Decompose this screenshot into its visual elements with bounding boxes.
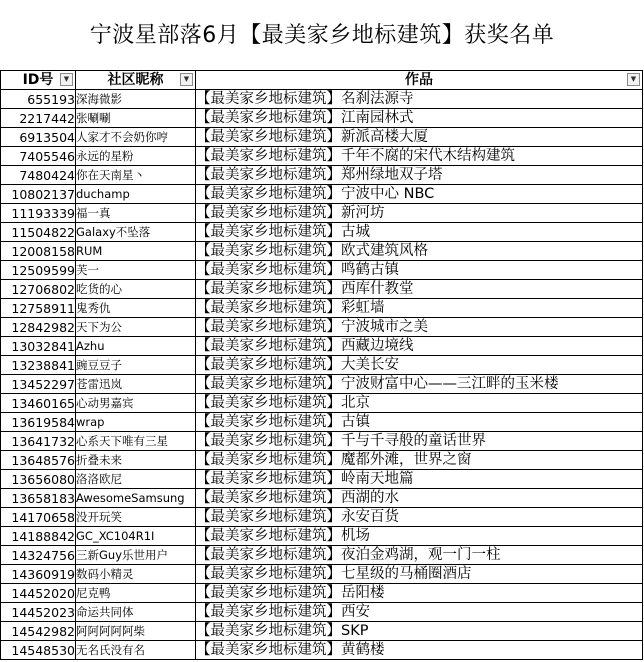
nickname-cell: 福一真 (76, 204, 196, 223)
nickname-cell: Galaxy不坠落 (76, 223, 196, 242)
column-header-name (76, 71, 196, 90)
winners-table (0, 70, 643, 660)
nickname-cell: 人家才不会奶你哼 (76, 128, 196, 147)
table-row (1, 299, 643, 318)
nickname-cell: 阿阿阿阿阿柴 (76, 622, 196, 641)
id-cell: 12842982 (1, 318, 76, 337)
nickname-cell: 心系天下唯有三星 (76, 432, 196, 451)
table-row (1, 128, 643, 147)
id-cell: 13238841 (1, 356, 76, 375)
work-cell: 【最美家乡地标建筑】千年不腐的宋代木结构建筑 (196, 147, 643, 166)
id-cell: 14452023 (1, 603, 76, 622)
id-cell: 10802137 (1, 185, 76, 204)
work-cell: 【最美家乡地标建筑】西安 (196, 603, 643, 622)
id-cell: 11193339 (1, 204, 76, 223)
id-cell: 14542982 (1, 622, 76, 641)
work-cell: 【最美家乡地标建筑】北京 (196, 394, 643, 413)
nickname-cell: 天下为公 (76, 318, 196, 337)
nickname-cell: RUM (76, 242, 196, 261)
id-cell: 655193 (1, 90, 76, 109)
nickname-cell: 深海微影 (76, 90, 196, 109)
table-row (1, 394, 643, 413)
work-cell: 【最美家乡地标建筑】西湖的水 (196, 489, 643, 508)
id-cell: 12509599 (1, 261, 76, 280)
table-row (1, 337, 643, 356)
dropdown-filter-icon[interactable]: ▼ (180, 73, 193, 86)
table-row (1, 565, 643, 584)
work-cell: 【最美家乡地标建筑】七星级的马桶圈酒店 (196, 565, 643, 584)
table-row (1, 432, 643, 451)
work-cell: 【最美家乡地标建筑】岭南天地篇 (196, 470, 643, 489)
table-row (1, 546, 643, 565)
nickname-cell: duchamp (76, 185, 196, 204)
id-cell: 12758911 (1, 299, 76, 318)
work-cell: 【最美家乡地标建筑】古城 (196, 223, 643, 242)
table-row (1, 109, 643, 128)
dropdown-filter-icon[interactable]: ▼ (627, 73, 640, 86)
id-cell: 13641732 (1, 432, 76, 451)
page-title: 宁波星部落6月【最美家乡地标建筑】获奖名单 (89, 23, 555, 48)
dropdown-filter-icon[interactable]: ▼ (60, 73, 73, 86)
id-cell: 14170658 (1, 508, 76, 527)
work-cell: 【最美家乡地标建筑】新河坊 (196, 204, 643, 223)
nickname-cell: 鬼秀仇 (76, 299, 196, 318)
nickname-cell: 无名氏没有名 (76, 641, 196, 660)
work-cell: 【最美家乡地标建筑】名刹法源寺 (196, 90, 643, 109)
table-row (1, 261, 643, 280)
work-cell: 【最美家乡地标建筑】彩虹墙 (196, 299, 643, 318)
id-cell: 12008158 (1, 242, 76, 261)
work-cell: 【最美家乡地标建筑】宁波城市之美 (196, 318, 643, 337)
table-row (1, 223, 643, 242)
table-row (1, 508, 643, 527)
table-row (1, 470, 643, 489)
work-cell: 【最美家乡地标建筑】鸣鹤古镇 (196, 261, 643, 280)
column-header-name-label: 社区昵称 (107, 71, 164, 88)
id-cell: 14188842 (1, 527, 76, 546)
id-cell: 14324756 (1, 546, 76, 565)
column-header-id-label: ID号 (22, 71, 54, 88)
nickname-cell: 命运共同体 (76, 603, 196, 622)
work-cell: 【最美家乡地标建筑】欧式建筑风格 (196, 242, 643, 261)
work-cell: 【最美家乡地标建筑】永安百货 (196, 508, 643, 527)
id-cell: 7480424 (1, 166, 76, 185)
table-row (1, 90, 643, 109)
table-row (1, 166, 643, 185)
work-cell: 【最美家乡地标建筑】大美长安 (196, 356, 643, 375)
table-row (1, 242, 643, 261)
header-row (1, 71, 643, 90)
table-row (1, 280, 643, 299)
column-header-work-label: 作品 (405, 71, 433, 88)
id-cell: 13460165 (1, 394, 76, 413)
nickname-cell: 豌豆豆子 (76, 356, 196, 375)
work-cell: 【最美家乡地标建筑】郑州绿地双子塔 (196, 166, 643, 185)
work-cell: 【最美家乡地标建筑】千与千寻般的童话世界 (196, 432, 643, 451)
nickname-cell: 苍雷迅岚 (76, 375, 196, 394)
nickname-cell: GC_XC104R1I (76, 527, 196, 546)
id-cell: 13452297 (1, 375, 76, 394)
id-cell: 13619584 (1, 413, 76, 432)
nickname-cell: 张唰唰 (76, 109, 196, 128)
nickname-cell: wrap (76, 413, 196, 432)
table-row (1, 204, 643, 223)
work-cell: 【最美家乡地标建筑】黄鹤楼 (196, 641, 643, 660)
id-cell: 12706802 (1, 280, 76, 299)
id-cell: 13032841 (1, 337, 76, 356)
column-header-work (196, 71, 643, 90)
work-cell: 【最美家乡地标建筑】机场 (196, 527, 643, 546)
id-cell: 7405546 (1, 147, 76, 166)
nickname-cell: 三新Guy乐世用户 (76, 546, 196, 565)
work-cell: 【最美家乡地标建筑】江南园林式 (196, 109, 643, 128)
work-cell: 【最美家乡地标建筑】新派高楼大厦 (196, 128, 643, 147)
id-cell: 14452020 (1, 584, 76, 603)
nickname-cell: AwesomeSamsung (76, 489, 196, 508)
nickname-cell: 折叠未来 (76, 451, 196, 470)
work-cell: 【最美家乡地标建筑】魔都外滩，世界之窗 (196, 451, 643, 470)
table-row (1, 603, 643, 622)
work-cell: 【最美家乡地标建筑】夜泊金鸡湖，观一门一柱 (196, 546, 643, 565)
id-cell: 14360919 (1, 565, 76, 584)
nickname-cell: 芙一 (76, 261, 196, 280)
table-row (1, 584, 643, 603)
column-header-id (1, 71, 76, 90)
nickname-cell: 数码小精灵 (76, 565, 196, 584)
id-cell: 13648576 (1, 451, 76, 470)
nickname-cell: 你在天南星丶 (76, 166, 196, 185)
work-cell: 【最美家乡地标建筑】岳阳楼 (196, 584, 643, 603)
nickname-cell: 尼克鸭 (76, 584, 196, 603)
work-cell: 【最美家乡地标建筑】宁波中心 NBC (196, 185, 643, 204)
table-row (1, 318, 643, 337)
work-cell: 【最美家乡地标建筑】宁波财富中心——三江畔的玉米楼 (196, 375, 643, 394)
table-row (1, 622, 643, 641)
nickname-cell: 没开玩笑 (76, 508, 196, 527)
table-row (1, 489, 643, 508)
nickname-cell: 永远的星粉 (76, 147, 196, 166)
table-row (1, 356, 643, 375)
table-row (1, 451, 643, 470)
id-cell: 14548530 (1, 641, 76, 660)
table-row (1, 413, 643, 432)
id-cell: 11504822 (1, 223, 76, 242)
id-cell: 2217442 (1, 109, 76, 128)
work-cell: 【最美家乡地标建筑】古镇 (196, 413, 643, 432)
nickname-cell: 心动男嘉宾 (76, 394, 196, 413)
table-row (1, 527, 643, 546)
id-cell: 13656080 (1, 470, 76, 489)
nickname-cell: Azhu (76, 337, 196, 356)
id-cell: 13658183 (1, 489, 76, 508)
work-cell: 【最美家乡地标建筑】SKP (196, 622, 643, 641)
table-row (1, 375, 643, 394)
id-cell: 6913504 (1, 128, 76, 147)
table-body (1, 90, 643, 660)
table-row (1, 147, 643, 166)
table-row (1, 641, 643, 660)
nickname-cell: 洛洛欧尼 (76, 470, 196, 489)
nickname-cell: 吃货的心 (76, 280, 196, 299)
table-row (1, 185, 643, 204)
work-cell: 【最美家乡地标建筑】西藏边境线 (196, 337, 643, 356)
work-cell: 【最美家乡地标建筑】西库什教堂 (196, 280, 643, 299)
